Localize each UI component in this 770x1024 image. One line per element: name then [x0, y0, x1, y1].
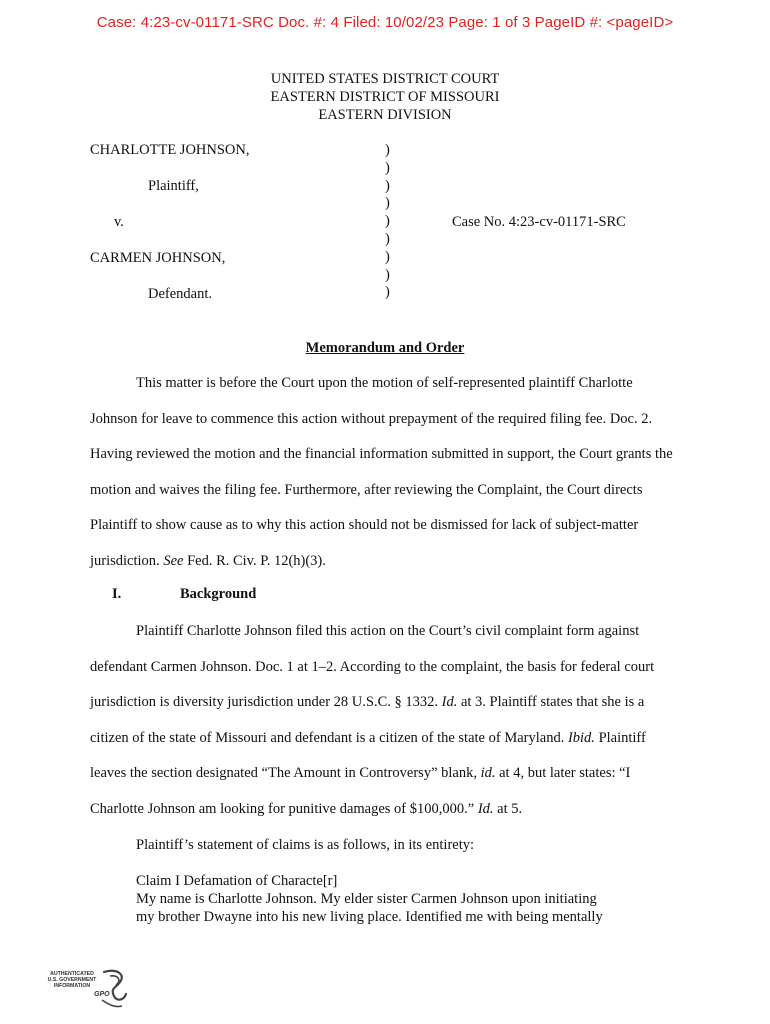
plaintiff-role: Plaintiff, [148, 178, 199, 194]
intro-text: This matter is before the Court upon the motion of self-represented plaintiff Charlotte Johnson for leave to commence this action without prepayment of the required filing fee. Doc. 2. Having reviewed the motion and the financial information submitted in support, the Court grants the motion and waives the filing fee. Furthermore, after reviewing the Complaint, the Court directs Plaintiff to show cause as to why this action should not be dismissed for lack of subject-matter jurisdiction. [90, 375, 673, 569]
section-title: Background [180, 586, 257, 602]
background-paragraph-1 [90, 614, 680, 828]
bg-text-a: Plaintiff Charlotte Johnson filed this action on the Court’s civil complaint form against defendant Carmen Johnson. Doc. 1 at 1–2. According to the complaint, the basis for federal court jurisdiction is diversity jurisdiction under 28 U.S.C. § 1332. [90, 623, 655, 711]
plaintiff-name: CHARLOTTE JOHNSON, [90, 142, 250, 158]
document-title: Memorandum and Order [305, 340, 465, 356]
background-section [90, 614, 680, 863]
bg-text-b: at 3. Plaintiff states that she is a citizen of the state of Missouri and defendant is a citizen of the state of Maryland. [90, 694, 645, 746]
section-number: I. [112, 586, 122, 602]
bg-cite-id-3: Id. [477, 800, 494, 817]
block-quote [136, 872, 646, 926]
bg-text-d: at 4, but later states: “I Charlotte Johnson am looking for punitive damages of $100,000.” [90, 765, 631, 817]
court-heading [0, 70, 770, 124]
svg-text:U.S. GOVERNMENT: U.S. GOVERNMENT [47, 977, 97, 983]
gpo-authentication-logo [44, 966, 134, 1016]
bg-text-e: at 5. [493, 800, 523, 817]
court-district: EASTERN DISTRICT OF MISSOURI [270, 89, 500, 105]
bg-cite-id: Id. [441, 694, 458, 711]
bg-cite-id-2: id. [480, 765, 496, 782]
quote-line-1: Claim I Defamation of Characte[r] [136, 873, 338, 889]
defendant-role: Defendant. [148, 286, 213, 302]
intro-cite: Fed. R. Civ. P. 12(h)(3). [183, 552, 326, 569]
svg-text:AUTHENTICATED: AUTHENTICATED [50, 971, 94, 977]
court-division: EASTERN DIVISION [318, 107, 452, 123]
court-name: UNITED STATES DISTRICT COURT [270, 71, 500, 87]
section-heading [90, 586, 256, 603]
quote-line-3: my brother Dwayne into his new living place. Identified me with being mentally [136, 909, 603, 925]
svg-text:INFORMATION: INFORMATION [53, 983, 91, 989]
intro-paragraph [90, 366, 680, 580]
background-paragraph-2: Plaintiff’s statement of claims is as follows, in its entirety: [136, 836, 475, 853]
intro-section [90, 366, 680, 580]
case-caption [90, 142, 690, 307]
defendant-name: CARMEN JOHNSON, [90, 250, 226, 266]
bg-cite-ibid: Ibid. [567, 729, 595, 746]
quote-line-2: My name is Charlotte Johnson. My elder sister Carmen Johnson upon initiating [136, 891, 597, 907]
versus: v. [114, 214, 124, 230]
case-header-stamp: Case: 4:23-cv-01171-SRC Doc. #: 4 Filed: 10/02/23 Page: 1 of 3 PageID #: <pageID> [96, 14, 674, 31]
caption-parentheses: ) ) ) ) ) ) ) ) ) [385, 142, 390, 301]
case-number: Case No. 4:23-cv-01171-SRC [452, 214, 626, 230]
intro-cite-signal: See [163, 552, 184, 569]
svg-text:GPO: GPO [94, 991, 110, 998]
gpo-eagle-icon [44, 966, 134, 1016]
bg-text-c: Plaintiff leaves the section designated “The Amount in Controversy” blank, [90, 729, 646, 782]
